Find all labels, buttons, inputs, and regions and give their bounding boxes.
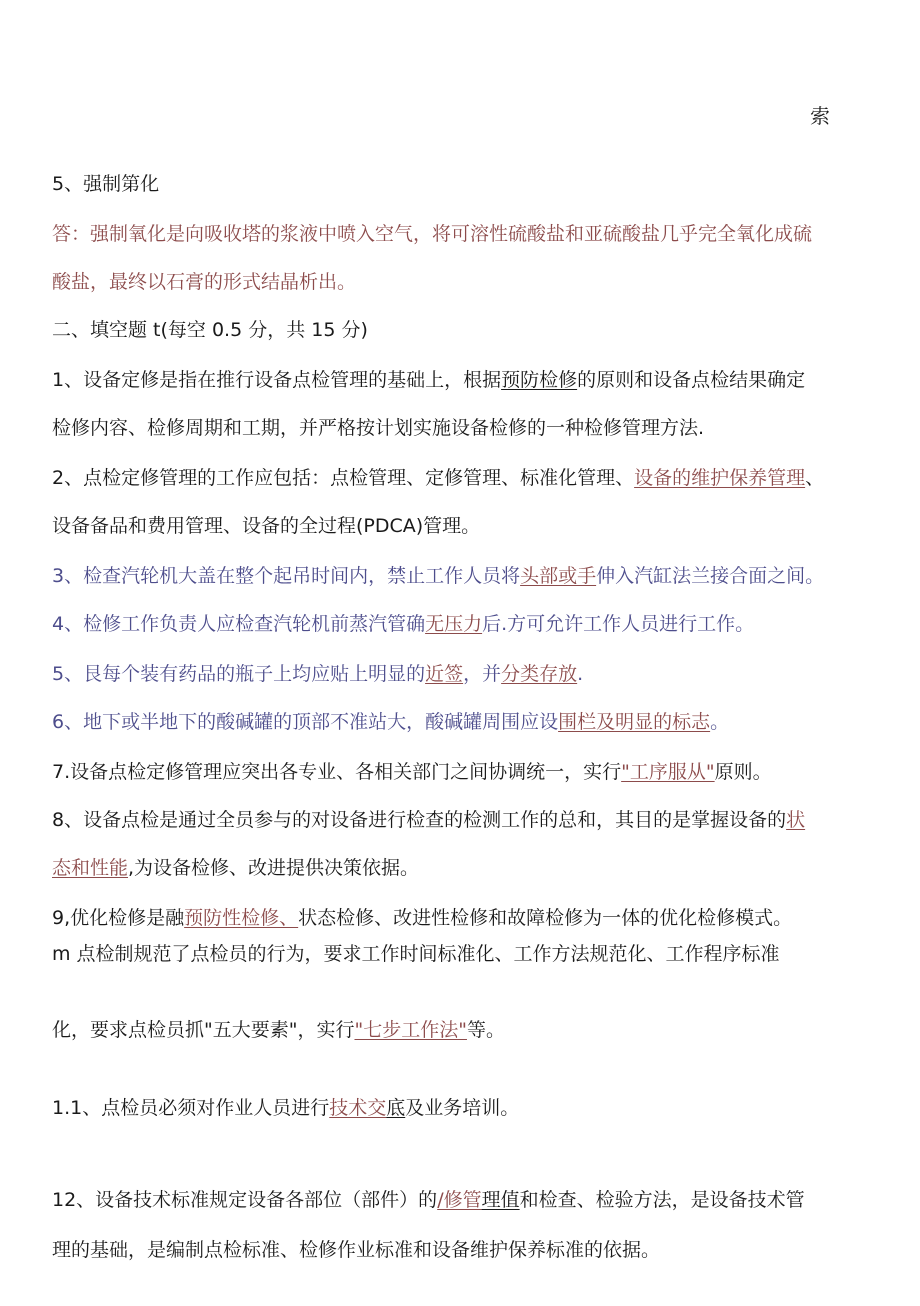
item-8-line-2: [52, 856, 419, 880]
item-1-text-c: 的原则和设备点检结果确定: [577, 369, 806, 391]
item-10-answer: "七步工作法": [354, 1019, 467, 1041]
item-2-text-c: 、: [805, 467, 825, 489]
item-12-line-1: [52, 1188, 805, 1212]
item-12-text-d: 和检查、检验方法，是设备技术管: [519, 1189, 805, 1211]
item-4-text-c: 后.方可允许工作人员进行工作。: [482, 613, 755, 635]
item-1-answer: 预防检修: [501, 369, 578, 391]
item-10-line-1: m 点检制规范了点检员的行为，要求工作时间标准化、工作方法规范化、工作程序标准: [52, 943, 780, 965]
item-5-answer-1: 近签: [425, 663, 464, 685]
question-5-answer-line-2: 酸盐，最终以石膏的形式结晶析出。: [52, 271, 357, 293]
item-10-text-a: 化，要求点检员抓"五大要素"，实行: [52, 1019, 355, 1041]
item-5-text-e: .: [577, 663, 584, 685]
item-3-text-a: 3、检查汽轮机大盖在整个起吊时间内，禁止工作人员将: [52, 565, 521, 587]
item-10-text-c: 等。: [466, 1019, 505, 1041]
item-1-line-1: [52, 368, 805, 392]
item-9-answer: 预防性检修、: [184, 907, 299, 929]
question-5-answer-line-1: 答：强制氧化是向吸收塔的浆液中喷入空气，将可溶性硫酸盐和亚硫酸盐几乎完全氧化成硫: [52, 223, 813, 245]
corner-character: 索: [810, 104, 830, 128]
item-3-text-c: 伸入汽缸法兰接合面之间。: [596, 565, 825, 587]
item-8-answer-part-1: 状: [786, 809, 806, 831]
item-1-line-2: 检修内容、检修周期和工期，并严格按计划实施设备检修的一种检修管理方法.: [52, 417, 705, 439]
item-11-text-d: 及业务培训。: [405, 1097, 520, 1119]
item-3-answer: 头部或手: [520, 565, 597, 587]
item-11-text-a: 1.1、点检员必须对作业人员进行: [52, 1097, 330, 1119]
item-9-text-c: 状态检修、改进性检修和故障检修为一体的优化检修模式。: [298, 907, 793, 929]
item-12-answer-tail: 理值: [481, 1189, 520, 1211]
question-5-title: 5、强制第化: [52, 173, 160, 195]
item-7-text-a: 7.设备点检定修管理应突出各专业、各相关部门之间协调统一，实行: [52, 761, 622, 783]
item-3-line: [52, 564, 824, 588]
item-4-line: [52, 612, 754, 636]
item-12-answer: /修管: [437, 1189, 482, 1211]
section-2-heading: 二、填空题 t(每空 0.5 分，共 15 分): [52, 319, 368, 341]
item-12-text-a: 12、设备技术标准规定设备各部位（部件）的: [52, 1189, 438, 1211]
item-5-text-c: ，并: [463, 663, 502, 685]
item-8-answer-part-2: 态和性能: [52, 857, 129, 879]
item-6-answer: 围栏及明显的标志: [558, 711, 711, 733]
item-8-text-a: 8、设备点检是通过全员参与的对设备进行检查的检测工作的总和，其目的是掌握设备的: [52, 809, 787, 831]
item-1-text-a: 1、设备定修是指在推行设备点检管理的基础上，根据: [52, 369, 502, 391]
item-11-answer: 技术交: [329, 1097, 387, 1119]
item-6-text-a: 6、地下或半地下的酸碱罐的顶部不准站大，酸碱罐周围应设: [52, 711, 559, 733]
item-4-answer: 无压力: [425, 613, 483, 635]
item-2-line-2: 设备备品和费用管理、设备的全过程(PDCA)管理。: [52, 515, 481, 537]
item-8-line-1: [52, 808, 805, 832]
item-9-line: [52, 906, 792, 930]
item-10-line-2: [52, 1018, 505, 1042]
item-2-text-a: 2、点检定修管理的工作应包括：点检管理、定修管理、标准化管理、: [52, 467, 635, 489]
item-9-text-a: 9,优化检修是融: [52, 907, 185, 929]
item-8-text-b: ,为设备检修、改进提供决策依据。: [128, 857, 420, 879]
item-7-text-c: 原则。: [714, 761, 772, 783]
item-5-answer-2: 分类存放: [501, 663, 578, 685]
item-5-line: [52, 662, 583, 686]
item-2-answer: 设备的维护保养管理: [634, 467, 806, 489]
item-7-line: [52, 760, 772, 784]
item-12-line-2: 理的基础，是编制点检标准、检修作业标准和设备维护保养标准的依据。: [52, 1239, 661, 1261]
item-4-text-a: 4、检修工作负责人应检查汽轮机前蒸汽管确: [52, 613, 426, 635]
item-11-answer-tail: 底: [386, 1097, 406, 1119]
item-2-line-1: [52, 466, 824, 490]
item-11-line: [52, 1096, 519, 1120]
item-6-line: [52, 710, 729, 734]
item-5-text-a: 5、艮每个装有药品的瓶子上均应贴上明显的: [52, 663, 426, 685]
item-7-answer: "工序服从": [621, 761, 715, 783]
item-6-text-c: 。: [710, 711, 730, 733]
